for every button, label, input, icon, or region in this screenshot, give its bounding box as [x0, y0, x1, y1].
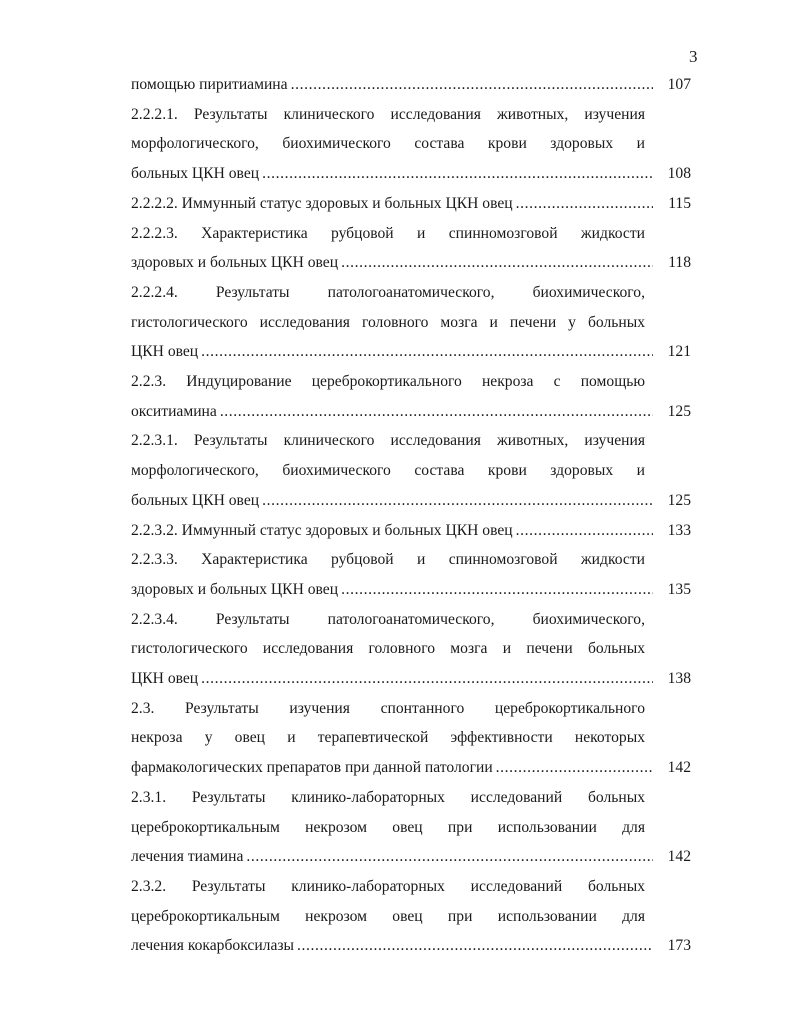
toc-dot-leader [246, 845, 653, 869]
toc-entry-line: 2.2.2.4. Результаты патологоанатомического, биохимического, [131, 283, 645, 301]
toc-entry-line: цереброкортикальным некрозом овец при использовании для [131, 818, 645, 836]
toc-entry [131, 934, 691, 958]
toc-page-number: 135 [667, 580, 691, 598]
toc-entry-title: лечения кокарбоксилазы [131, 937, 295, 955]
toc-entry-line: 2.3.1. Результаты клинико-лабораторных исследований больных [131, 788, 645, 806]
toc-entry-title: помощью пиритиамина [131, 76, 288, 93]
toc-entry [131, 340, 691, 364]
toc-dot-leader [341, 251, 653, 275]
toc-dot-leader [262, 162, 653, 186]
toc-page-number: 142 [667, 759, 691, 777]
toc-dot-leader [201, 340, 653, 364]
toc-page-number: 133 [667, 521, 691, 539]
toc-page-number: 118 [668, 254, 691, 272]
toc-entry-line: 2.2.3. Индуцирование цереброкортикального некроза с помощью [131, 373, 645, 390]
toc-entry-title: ЦКН овец [131, 343, 199, 361]
toc-entry-title: здоровых и больных ЦКН овец [131, 580, 339, 598]
toc-page-number: 173 [667, 937, 691, 955]
toc-entry-title: здоровых и больных ЦКН овец [131, 254, 339, 272]
toc-page-number: 125 [667, 402, 691, 420]
toc-page-number: 121 [667, 343, 691, 361]
toc-entry-title: лечения тиамина [131, 848, 244, 866]
toc-entry-title: ЦКН овец [131, 670, 199, 687]
toc-entry-title: больных ЦКН овец [131, 165, 260, 183]
toc-entry-line: гистологического исследования головного мозга и печени больных [131, 640, 645, 658]
toc-entry-title: окситиамина [131, 402, 217, 420]
toc-dot-leader [516, 519, 653, 543]
toc-entry-line: некроза у овец и терапевтической эффективности некоторых [131, 729, 645, 747]
toc-entry-line: 2.3.2. Результаты клинико-лабораторных исследований больных [131, 877, 645, 895]
toc-entry-title: 2.2.3.2. Иммунный статус здоровых и больных ЦКН овец [131, 521, 513, 539]
toc-entry-line: морфологического, биохимического состава крови здоровых и [131, 462, 645, 480]
toc-page-number: 125 [667, 491, 691, 509]
toc-page-number: 115 [668, 194, 691, 212]
toc-dot-leader [291, 73, 653, 97]
toc-dot-leader [201, 667, 653, 691]
toc-page-number: 107 [667, 76, 691, 93]
toc-entry [131, 192, 691, 216]
toc-dot-leader [262, 489, 653, 513]
toc-entry-line: 2.2.2.3. Характеристика рубцовой и спинномозговой жидкости [131, 224, 645, 242]
toc-entry-title: фармакологических препаратов при данной патологии [131, 759, 493, 777]
toc-entry [131, 756, 691, 780]
toc-entry [131, 251, 691, 275]
toc-entry-line: цереброкортикальным некрозом овец при использовании для [131, 907, 645, 925]
toc-dot-leader [220, 400, 653, 424]
toc-page-number: 108 [667, 165, 691, 183]
toc-page-number: 138 [667, 670, 691, 687]
toc-entry [131, 400, 691, 424]
toc-entry [131, 578, 691, 602]
toc-entry [131, 162, 691, 186]
toc-entry [131, 667, 691, 691]
toc-entry-line: 2.2.2.1. Результаты клинического исследования животных, изучения [131, 105, 645, 123]
toc-entry-line: 2.2.3.3. Характеристика рубцовой и спинномозговой жидкости [131, 551, 645, 569]
toc-entry-line: 2.2.3.4. Результаты патологоанатомического, биохимического, [131, 610, 645, 628]
toc-entry-title: больных ЦКН овец [131, 491, 260, 509]
toc-entry-line: 2.3. Результаты изучения спонтанного цереброкортикального [131, 699, 645, 717]
toc-page-number: 142 [667, 848, 691, 866]
toc-dot-leader [496, 756, 653, 780]
toc-dot-leader [516, 192, 653, 216]
toc-entry [131, 489, 691, 513]
toc-entry [131, 845, 691, 869]
toc-entry [131, 519, 691, 543]
toc-entry-line: морфологического, биохимического состава крови здоровых и [131, 135, 645, 153]
toc-dot-leader [297, 934, 653, 958]
toc-entry-line: 2.2.3.1. Результаты клинического исследования животных, изучения [131, 432, 645, 450]
page-number: 3 [689, 47, 698, 66]
toc-entry-line: гистологического исследования головного мозга и печени у больных [131, 313, 645, 331]
toc-entry-title: 2.2.2.2. Иммунный статус здоровых и больных ЦКН овец [131, 194, 513, 212]
toc-entry [131, 73, 691, 97]
toc-dot-leader [341, 578, 653, 602]
